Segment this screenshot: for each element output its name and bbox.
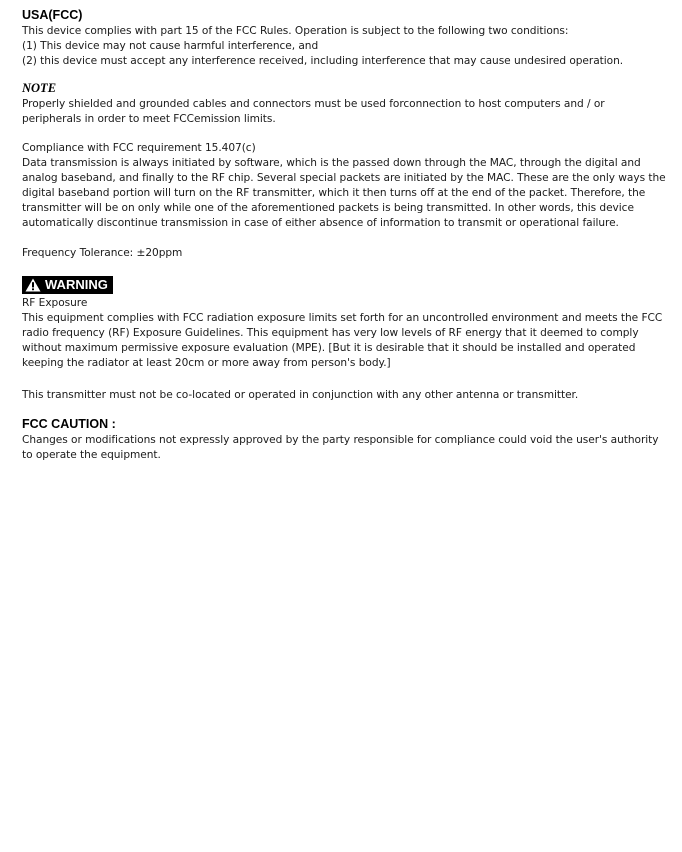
note-text: Properly shielded and grounded cables and connectors must be used forconnection to host computers and / or peripherals in order to meet FCCemission limits.: [22, 98, 605, 125]
compliance-section: [22, 141, 667, 231]
usa-fcc-line: (2) this device must accept any interference received, including interference that may cause undesired operation.: [22, 55, 624, 67]
colocation-section: [22, 388, 578, 403]
fcc-caution-text: Changes or modifications not expressly approved by the party responsible for compliance could void the user's authority to operate the equipment.: [22, 434, 659, 461]
warning-label: WARNING: [45, 277, 108, 292]
usa-fcc-line: This device complies with part 15 of the FCC Rules. Operation is subject to the following two conditions:: [22, 25, 569, 37]
frequency-section: [22, 246, 182, 261]
usa-fcc-section: [22, 8, 623, 69]
rf-exposure-text: This equipment complies with FCC radiation exposure limits set forth for an uncontrolled environment and meets the FCC radio frequency (RF) Exposure Guidelines. This equipment has very low levels of RF energy that it deemed to comply without maximum permissive exposure evaluation (MPE). [But it is desirable that it should be installed and operated keeping the radiator at least 20cm or more away from person's body.]: [22, 312, 663, 369]
usa-fcc-intro: [22, 24, 623, 69]
warning-badge: [22, 276, 113, 294]
compliance-text: Data transmission is always initiated by software, which is the passed down through the MAC, through the digital and analog baseband, and finally to the RF chip. Several special packets are initiated by the MAC. These are the only ways the digital baseband portion will turn on the RF transmitter, which it then turns off at the end of the packet. Therefore, the transmitter will be on only while one of the aforementioned packets is being transmitted. In other words, this device automatically discontinue transmission in case of either absence of information to transmit or operational failure.: [22, 157, 666, 229]
usa-fcc-line: (1) This device may not cause harmful interference, and: [22, 40, 319, 52]
warning-section: [22, 276, 667, 371]
caution-section: [22, 417, 667, 463]
colocation-text: This transmitter must not be co-located or operated in conjunction with any other antenna or transmitter.: [22, 389, 579, 401]
rf-exposure-title: RF Exposure: [22, 297, 88, 309]
frequency-tolerance: Frequency Tolerance: ±20ppm: [22, 247, 183, 259]
compliance-title: Compliance with FCC requirement 15.407(c): [22, 142, 256, 154]
fcc-caution-heading: FCC CAUTION :: [22, 417, 116, 431]
warning-triangle-icon: [25, 278, 41, 292]
note-title: NOTE: [22, 81, 57, 95]
usa-fcc-heading: USA(FCC): [22, 8, 83, 22]
note-section: [22, 81, 667, 127]
